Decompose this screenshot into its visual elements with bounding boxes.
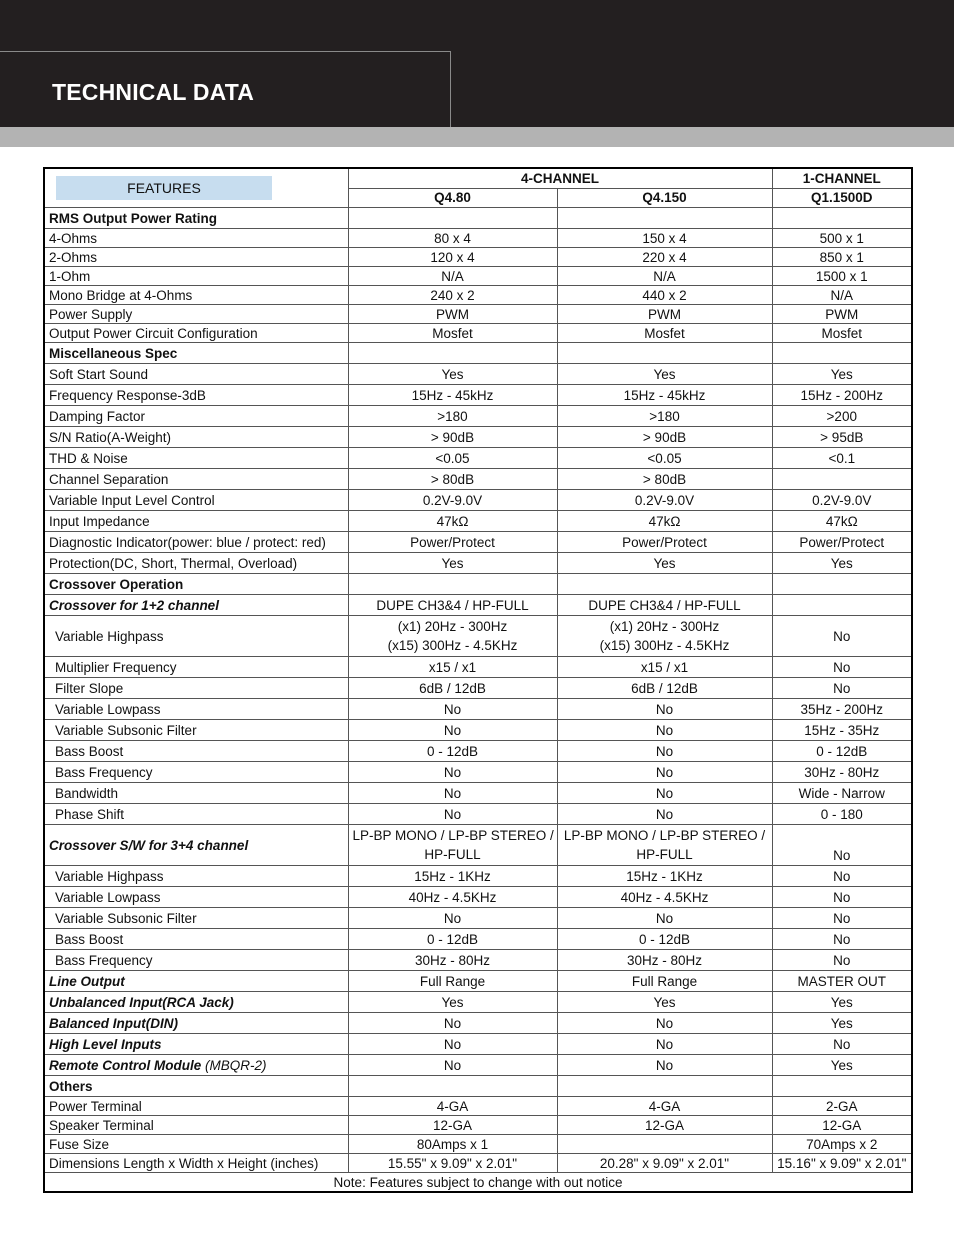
spec-value: No (772, 616, 912, 657)
spec-value: 2-GA (772, 1097, 912, 1116)
spec-value: 15Hz - 45kHz (348, 385, 557, 406)
empty-cell (772, 208, 912, 229)
spec-value: No (772, 1034, 912, 1055)
features-header-cell (44, 168, 348, 208)
spec-label: Speaker Terminal (44, 1116, 348, 1135)
spec-row (44, 511, 912, 532)
section-row (44, 574, 912, 595)
spec-value: >180 (348, 406, 557, 427)
spec-value: PWM (772, 305, 912, 324)
spec-value: No (348, 720, 557, 741)
spec-value: Yes (557, 992, 772, 1013)
spec-label: Soft Start Sound (44, 364, 348, 385)
spec-value (557, 825, 772, 866)
spec-value: Power/Protect (557, 532, 772, 553)
empty-cell (557, 1076, 772, 1097)
spec-value: No (772, 678, 912, 699)
spec-label: Bass Frequency (44, 762, 348, 783)
spec-value: 0 - 12dB (557, 929, 772, 950)
empty-cell (557, 208, 772, 229)
spec-row (44, 364, 912, 385)
spec-value (557, 1135, 772, 1154)
spec-label: Phase Shift (44, 804, 348, 825)
spec-value (348, 825, 557, 866)
spec-value: 80 x 4 (348, 229, 557, 248)
features-label: FEATURES (56, 176, 272, 200)
spec-value: 40Hz - 4.5KHz (348, 887, 557, 908)
spec-label: Bass Frequency (44, 950, 348, 971)
spec-label: Protection(DC, Short, Thermal, Overload) (44, 553, 348, 574)
spec-label: Damping Factor (44, 406, 348, 427)
spec-value: 35Hz - 200Hz (772, 699, 912, 720)
spec-label-extra: (MBQR-2) (201, 1057, 267, 1073)
spec-value: 4-GA (557, 1097, 772, 1116)
spec-label: Diagnostic Indicator(power: blue / protect: red) (44, 532, 348, 553)
spec-value: No (557, 1055, 772, 1076)
value-line: LP-BP MONO / LP-BP STEREO / (352, 828, 554, 843)
spec-label: Variable Highpass (44, 616, 348, 657)
spec-label-text: Line Output (49, 973, 125, 989)
spec-value: No (557, 804, 772, 825)
spec-value: > 90dB (557, 427, 772, 448)
spec-label (44, 992, 348, 1013)
spec-row (44, 595, 912, 616)
spec-row (44, 1154, 912, 1173)
spec-row (44, 469, 912, 490)
spec-value (348, 616, 557, 657)
spec-row (44, 678, 912, 699)
spec-label: Crossover for 1+2 channel (44, 595, 348, 616)
spec-value: > 95dB (772, 427, 912, 448)
spec-value: Wide - Narrow (772, 783, 912, 804)
spec-row (44, 553, 912, 574)
header-gray-band (0, 127, 954, 147)
spec-value: No (557, 762, 772, 783)
spec-value: 40Hz - 4.5KHz (557, 887, 772, 908)
spec-value: No (348, 1013, 557, 1034)
spec-value (557, 616, 772, 657)
spec-value (772, 469, 912, 490)
spec-label-text: Unbalanced Input(RCA Jack) (49, 994, 234, 1010)
model-q4-150: Q4.150 (557, 188, 772, 208)
spec-label: Bandwidth (44, 783, 348, 804)
spec-value: 6dB / 12dB (348, 678, 557, 699)
spec-value (772, 595, 912, 616)
spec-value: 47kΩ (557, 511, 772, 532)
spec-value: >180 (557, 406, 772, 427)
spec-value: 15Hz - 35Hz (772, 720, 912, 741)
spec-value: No (348, 783, 557, 804)
spec-value: Yes (772, 553, 912, 574)
spec-row (44, 825, 912, 866)
spec-row (44, 448, 912, 469)
footnote: Note: Features subject to change with out notice (44, 1173, 912, 1193)
spec-value: 240 x 2 (348, 286, 557, 305)
spec-value: No (557, 783, 772, 804)
spec-value: 1500 x 1 (772, 267, 912, 286)
spec-value: 0 - 12dB (348, 929, 557, 950)
spec-value: Power/Protect (772, 532, 912, 553)
spec-value: No (772, 908, 912, 929)
spec-label: Bass Boost (44, 741, 348, 762)
spec-value: No (772, 887, 912, 908)
spec-value: Yes (772, 364, 912, 385)
spec-row (44, 286, 912, 305)
header-row-groups (44, 168, 912, 188)
spec-value: 15.16" x 9.09" x 2.01" (772, 1154, 912, 1173)
spec-row (44, 741, 912, 762)
spec-value: No (348, 699, 557, 720)
group-1-channel: 1-CHANNEL (772, 168, 912, 188)
spec-value: >200 (772, 406, 912, 427)
spec-value: Mosfet (772, 324, 912, 343)
spec-value: 15Hz - 1KHz (348, 866, 557, 887)
spec-value: No (772, 866, 912, 887)
spec-value: 15Hz - 1KHz (557, 866, 772, 887)
spec-label: S/N Ratio(A-Weight) (44, 427, 348, 448)
spec-value: 47kΩ (772, 511, 912, 532)
spec-value: DUPE CH3&4 / HP-FULL (348, 595, 557, 616)
spec-value: Yes (348, 992, 557, 1013)
empty-cell (348, 1076, 557, 1097)
spec-label: Power Supply (44, 305, 348, 324)
spec-row (44, 720, 912, 741)
section-row (44, 343, 912, 364)
section-title: Others (44, 1076, 348, 1097)
spec-row (44, 324, 912, 343)
spec-label-text: Remote Control Module (49, 1057, 202, 1073)
spec-value: Yes (557, 553, 772, 574)
spec-value: 120 x 4 (348, 248, 557, 267)
spec-value: 0 - 12dB (772, 741, 912, 762)
spec-value: No (772, 929, 912, 950)
spec-value: 850 x 1 (772, 248, 912, 267)
value-line: (x1) 20Hz - 300Hz (609, 619, 720, 634)
spec-row (44, 783, 912, 804)
spec-value: > 80dB (348, 469, 557, 490)
technical-data-table (43, 167, 913, 1193)
spec-label: Dimensions Length x Width x Height (inches) (44, 1154, 348, 1173)
spec-row (44, 305, 912, 324)
section-row (44, 1076, 912, 1097)
spec-row (44, 762, 912, 783)
spec-label: Channel Separation (44, 469, 348, 490)
spec-value: Yes (772, 1013, 912, 1034)
spec-value: Yes (772, 1055, 912, 1076)
spec-value: No (772, 825, 912, 866)
value-line: LP-BP MONO / LP-BP STEREO / (563, 828, 766, 843)
section-title: Miscellaneous Spec (44, 343, 348, 364)
spec-value: No (557, 699, 772, 720)
spec-row (44, 406, 912, 427)
spec-value: PWM (557, 305, 772, 324)
value-line: (x15) 300Hz - 4.5KHz (599, 638, 730, 653)
spec-label: Variable Subsonic Filter (44, 720, 348, 741)
spec-row (44, 1135, 912, 1154)
spec-row (44, 385, 912, 406)
spec-value: x15 / x1 (348, 657, 557, 678)
spec-value: Mosfet (557, 324, 772, 343)
spec-row (44, 1055, 912, 1076)
value-line: HP-FULL (636, 847, 693, 862)
page-title: TECHNICAL DATA (52, 79, 255, 105)
spec-row (44, 1116, 912, 1135)
spec-value: 220 x 4 (557, 248, 772, 267)
spec-value: No (557, 908, 772, 929)
spec-value: 440 x 2 (557, 286, 772, 305)
spec-row (44, 929, 912, 950)
spec-value: Full Range (348, 971, 557, 992)
spec-label: THD & Noise (44, 448, 348, 469)
spec-row (44, 229, 912, 248)
spec-value: 47kΩ (348, 511, 557, 532)
spec-label: Output Power Circuit Configuration (44, 324, 348, 343)
spec-row (44, 267, 912, 286)
spec-row (44, 490, 912, 511)
spec-row (44, 427, 912, 448)
spec-value: No (557, 720, 772, 741)
spec-row (44, 908, 912, 929)
spec-value: N/A (557, 267, 772, 286)
spec-value: Yes (772, 992, 912, 1013)
spec-value: 4-GA (348, 1097, 557, 1116)
spec-row (44, 950, 912, 971)
note-row (44, 1173, 912, 1193)
spec-value: No (772, 657, 912, 678)
model-q4-80: Q4.80 (348, 188, 557, 208)
spec-value: No (557, 1034, 772, 1055)
spec-row (44, 532, 912, 553)
spec-label (44, 1013, 348, 1034)
spec-value: 12-GA (557, 1116, 772, 1135)
spec-value: No (772, 950, 912, 971)
spec-value: No (348, 804, 557, 825)
spec-value: PWM (348, 305, 557, 324)
spec-label: Crossover S/W for 3+4 channel (44, 825, 348, 866)
model-q1-1500d: Q1.1500D (772, 188, 912, 208)
spec-value: DUPE CH3&4 / HP-FULL (557, 595, 772, 616)
spec-row (44, 992, 912, 1013)
empty-cell (772, 574, 912, 595)
spec-value: No (557, 741, 772, 762)
spec-value: 80Amps x 1 (348, 1135, 557, 1154)
spec-value: N/A (348, 267, 557, 286)
empty-cell (772, 1076, 912, 1097)
spec-label: Filter Slope (44, 678, 348, 699)
spec-value: 70Amps x 2 (772, 1135, 912, 1154)
spec-value: 20.28" x 9.09" x 2.01" (557, 1154, 772, 1173)
spec-value: Yes (348, 553, 557, 574)
spec-row (44, 1097, 912, 1116)
spec-value: Yes (557, 364, 772, 385)
spec-value: No (348, 908, 557, 929)
spec-value: 0.2V-9.0V (557, 490, 772, 511)
value-line: (x15) 300Hz - 4.5KHz (387, 638, 518, 653)
spec-label (44, 1055, 348, 1076)
spec-value: Yes (348, 364, 557, 385)
spec-value: 30Hz - 80Hz (557, 950, 772, 971)
spec-row (44, 616, 912, 657)
spec-label: Power Terminal (44, 1097, 348, 1116)
spec-label (44, 971, 348, 992)
spec-label: Variable Subsonic Filter (44, 908, 348, 929)
spec-row (44, 887, 912, 908)
empty-cell (772, 343, 912, 364)
spec-label-text: High Level Inputs (49, 1036, 162, 1052)
spec-label: Frequency Response-3dB (44, 385, 348, 406)
spec-value: No (557, 1013, 772, 1034)
spec-value: 6dB / 12dB (557, 678, 772, 699)
spec-value: No (348, 1055, 557, 1076)
spec-label: 2-Ohms (44, 248, 348, 267)
spec-value: 0 - 180 (772, 804, 912, 825)
section-title: RMS Output Power Rating (44, 208, 348, 229)
spec-value: 0 - 12dB (348, 741, 557, 762)
spec-value: Mosfet (348, 324, 557, 343)
spec-value: No (348, 1034, 557, 1055)
empty-cell (348, 574, 557, 595)
spec-value: N/A (772, 286, 912, 305)
spec-row (44, 248, 912, 267)
spec-value: 30Hz - 80Hz (772, 762, 912, 783)
spec-value: 15Hz - 200Hz (772, 385, 912, 406)
empty-cell (557, 574, 772, 595)
group-4-channel: 4-CHANNEL (348, 168, 772, 188)
spec-value: MASTER OUT (772, 971, 912, 992)
spec-value: 0.2V-9.0V (348, 490, 557, 511)
spec-label: 1-Ohm (44, 267, 348, 286)
spec-label: 4-Ohms (44, 229, 348, 248)
spec-value: 30Hz - 80Hz (348, 950, 557, 971)
spec-value: <0.1 (772, 448, 912, 469)
spec-value: 500 x 1 (772, 229, 912, 248)
spec-label: Fuse Size (44, 1135, 348, 1154)
spec-value: 15.55" x 9.09" x 2.01" (348, 1154, 557, 1173)
spec-label-text: Balanced Input(DIN) (49, 1015, 179, 1031)
spec-value: > 90dB (348, 427, 557, 448)
spec-row (44, 1013, 912, 1034)
spec-value: <0.05 (557, 448, 772, 469)
spec-row (44, 971, 912, 992)
spec-label: Multiplier Frequency (44, 657, 348, 678)
section-title: Crossover Operation (44, 574, 348, 595)
spec-row (44, 1034, 912, 1055)
spec-label: Bass Boost (44, 929, 348, 950)
spec-value: 12-GA (348, 1116, 557, 1135)
empty-cell (348, 208, 557, 229)
spec-label: Variable Lowpass (44, 887, 348, 908)
spec-label (44, 1034, 348, 1055)
table-body (44, 168, 912, 1192)
section-row (44, 208, 912, 229)
spec-value: 0.2V-9.0V (772, 490, 912, 511)
spec-value: <0.05 (348, 448, 557, 469)
spec-label: Variable Lowpass (44, 699, 348, 720)
empty-cell (348, 343, 557, 364)
spec-value: 12-GA (772, 1116, 912, 1135)
spec-value: x15 / x1 (557, 657, 772, 678)
spec-label: Input Impedance (44, 511, 348, 532)
spec-label: Mono Bridge at 4-Ohms (44, 286, 348, 305)
spec-value: Full Range (557, 971, 772, 992)
spec-value: Power/Protect (348, 532, 557, 553)
spec-label: Variable Input Level Control (44, 490, 348, 511)
spec-row (44, 804, 912, 825)
spec-row (44, 657, 912, 678)
spec-value: 15Hz - 45kHz (557, 385, 772, 406)
spec-label: Variable Highpass (44, 866, 348, 887)
value-line: HP-FULL (424, 847, 481, 862)
spec-value: No (348, 762, 557, 783)
spec-value: 150 x 4 (557, 229, 772, 248)
empty-cell (557, 343, 772, 364)
spec-row (44, 699, 912, 720)
spec-value: > 80dB (557, 469, 772, 490)
spec-row (44, 866, 912, 887)
value-line: (x1) 20Hz - 300Hz (397, 619, 508, 634)
